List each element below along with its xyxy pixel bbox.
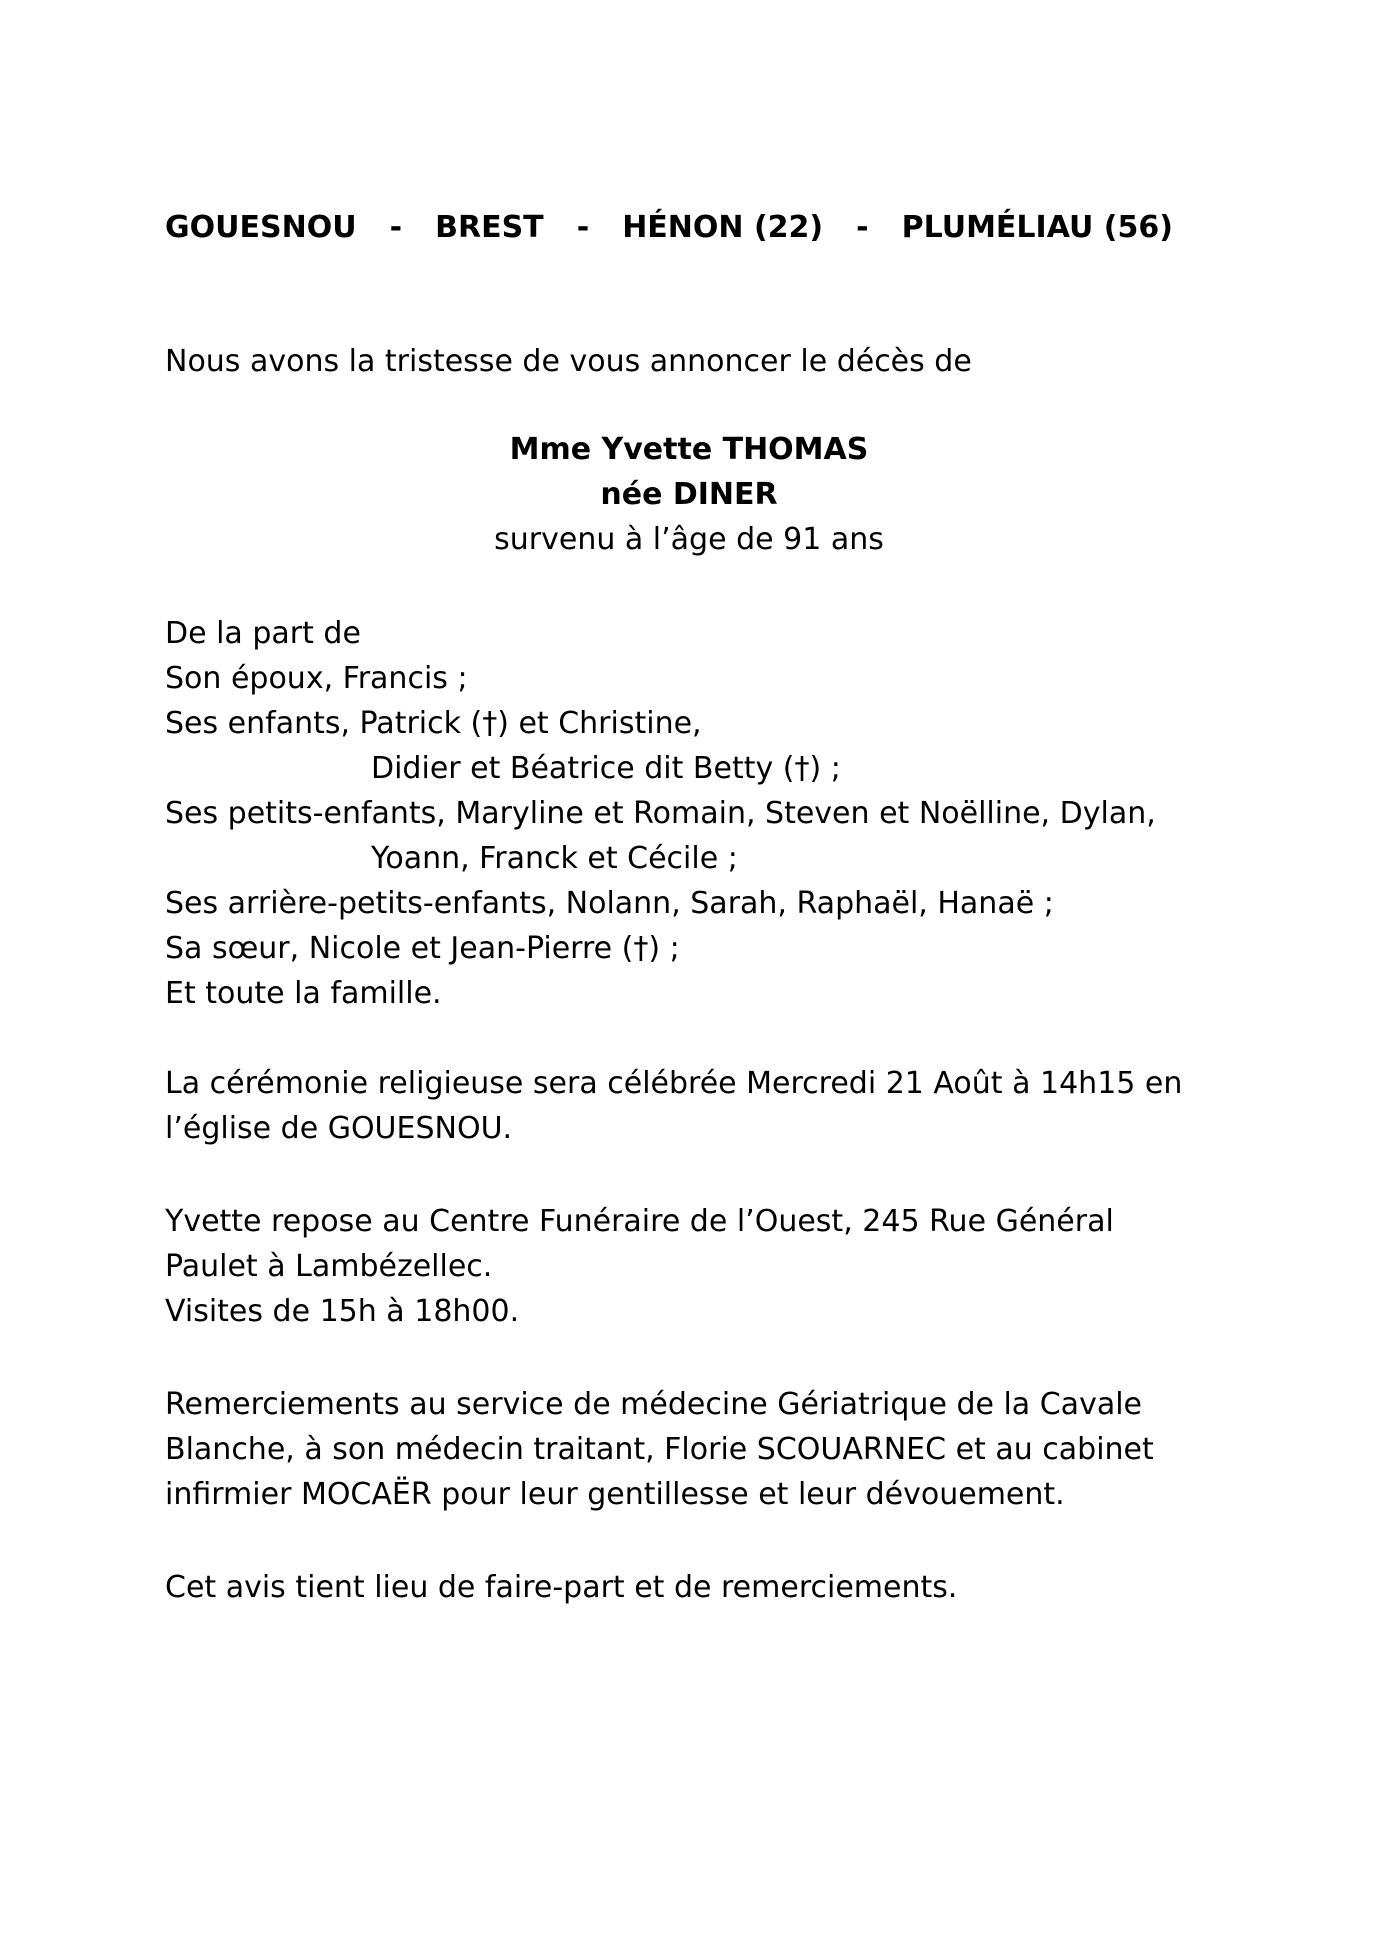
header-separator: - — [856, 210, 869, 245]
location-header — [165, 206, 1173, 250]
ceremony-line-2: l’église de GOUESNOU. — [165, 1111, 513, 1146]
thanks-line-1: Remerciements au service de médecine Gériatrique de la Cavale — [165, 1387, 1142, 1422]
header-town-plumeliau: PLUMÉLIAU (56) — [901, 210, 1173, 245]
deceased-maiden-name: née DINER — [600, 477, 778, 512]
family-line-children-cont: Didier et Béatrice dit Betty (†) ; — [371, 751, 841, 786]
family-line-all: Et toute la famille. — [165, 976, 442, 1011]
family-line-sister: Sa sœur, Nicole et Jean-Pierre (†) ; — [165, 931, 680, 966]
thanks-line-2: Blanche, à son médecin traitant, Florie SCOUARNEC et au cabinet — [165, 1432, 1154, 1467]
header-town-henon: HÉNON (22) — [622, 210, 824, 245]
family-line-great-grandchildren: Ses arrière-petits-enfants, Nolann, Sarah, Raphaël, Hanaë ; — [165, 886, 1054, 921]
rest-line-2: Paulet à Lambézellec. — [165, 1249, 493, 1284]
family-line-grandchildren-cont: Yoann, Franck et Cécile ; — [371, 841, 738, 876]
header-separator: - — [576, 210, 590, 245]
deceased-name: Mme Yvette THOMAS — [509, 432, 869, 467]
visits-line: Visites de 15h à 18h00. — [165, 1294, 520, 1329]
family-line-spouse: Son époux, Francis ; — [165, 661, 468, 696]
family-line-children: Ses enfants, Patrick (†) et Christine, — [165, 706, 702, 741]
family-heading: De la part de — [165, 616, 361, 651]
header-separator: - — [389, 210, 403, 245]
ceremony-line-1: La cérémonie religieuse sera célébrée Mercredi 21 Août à 14h15 en — [165, 1066, 1183, 1101]
header-town-gouesnou: GOUESNOU — [165, 210, 357, 245]
family-line-grandchildren: Ses petits-enfants, Maryline et Romain, Steven et Noëlline, Dylan, — [165, 796, 1156, 831]
deceased-age: survenu à l’âge de 91 ans — [494, 522, 884, 557]
thanks-line-3: infirmier MOCAËR pour leur gentillesse et leur dévouement. — [165, 1477, 1065, 1512]
closing-line: Cet avis tient lieu de faire-part et de remerciements. — [165, 1570, 958, 1605]
rest-line-1: Yvette repose au Centre Funéraire de l’Ouest, 245 Rue Général — [165, 1204, 1114, 1239]
intro-text: Nous avons la tristesse de vous annoncer le décès de — [165, 344, 972, 379]
header-town-brest: BREST — [435, 210, 544, 245]
